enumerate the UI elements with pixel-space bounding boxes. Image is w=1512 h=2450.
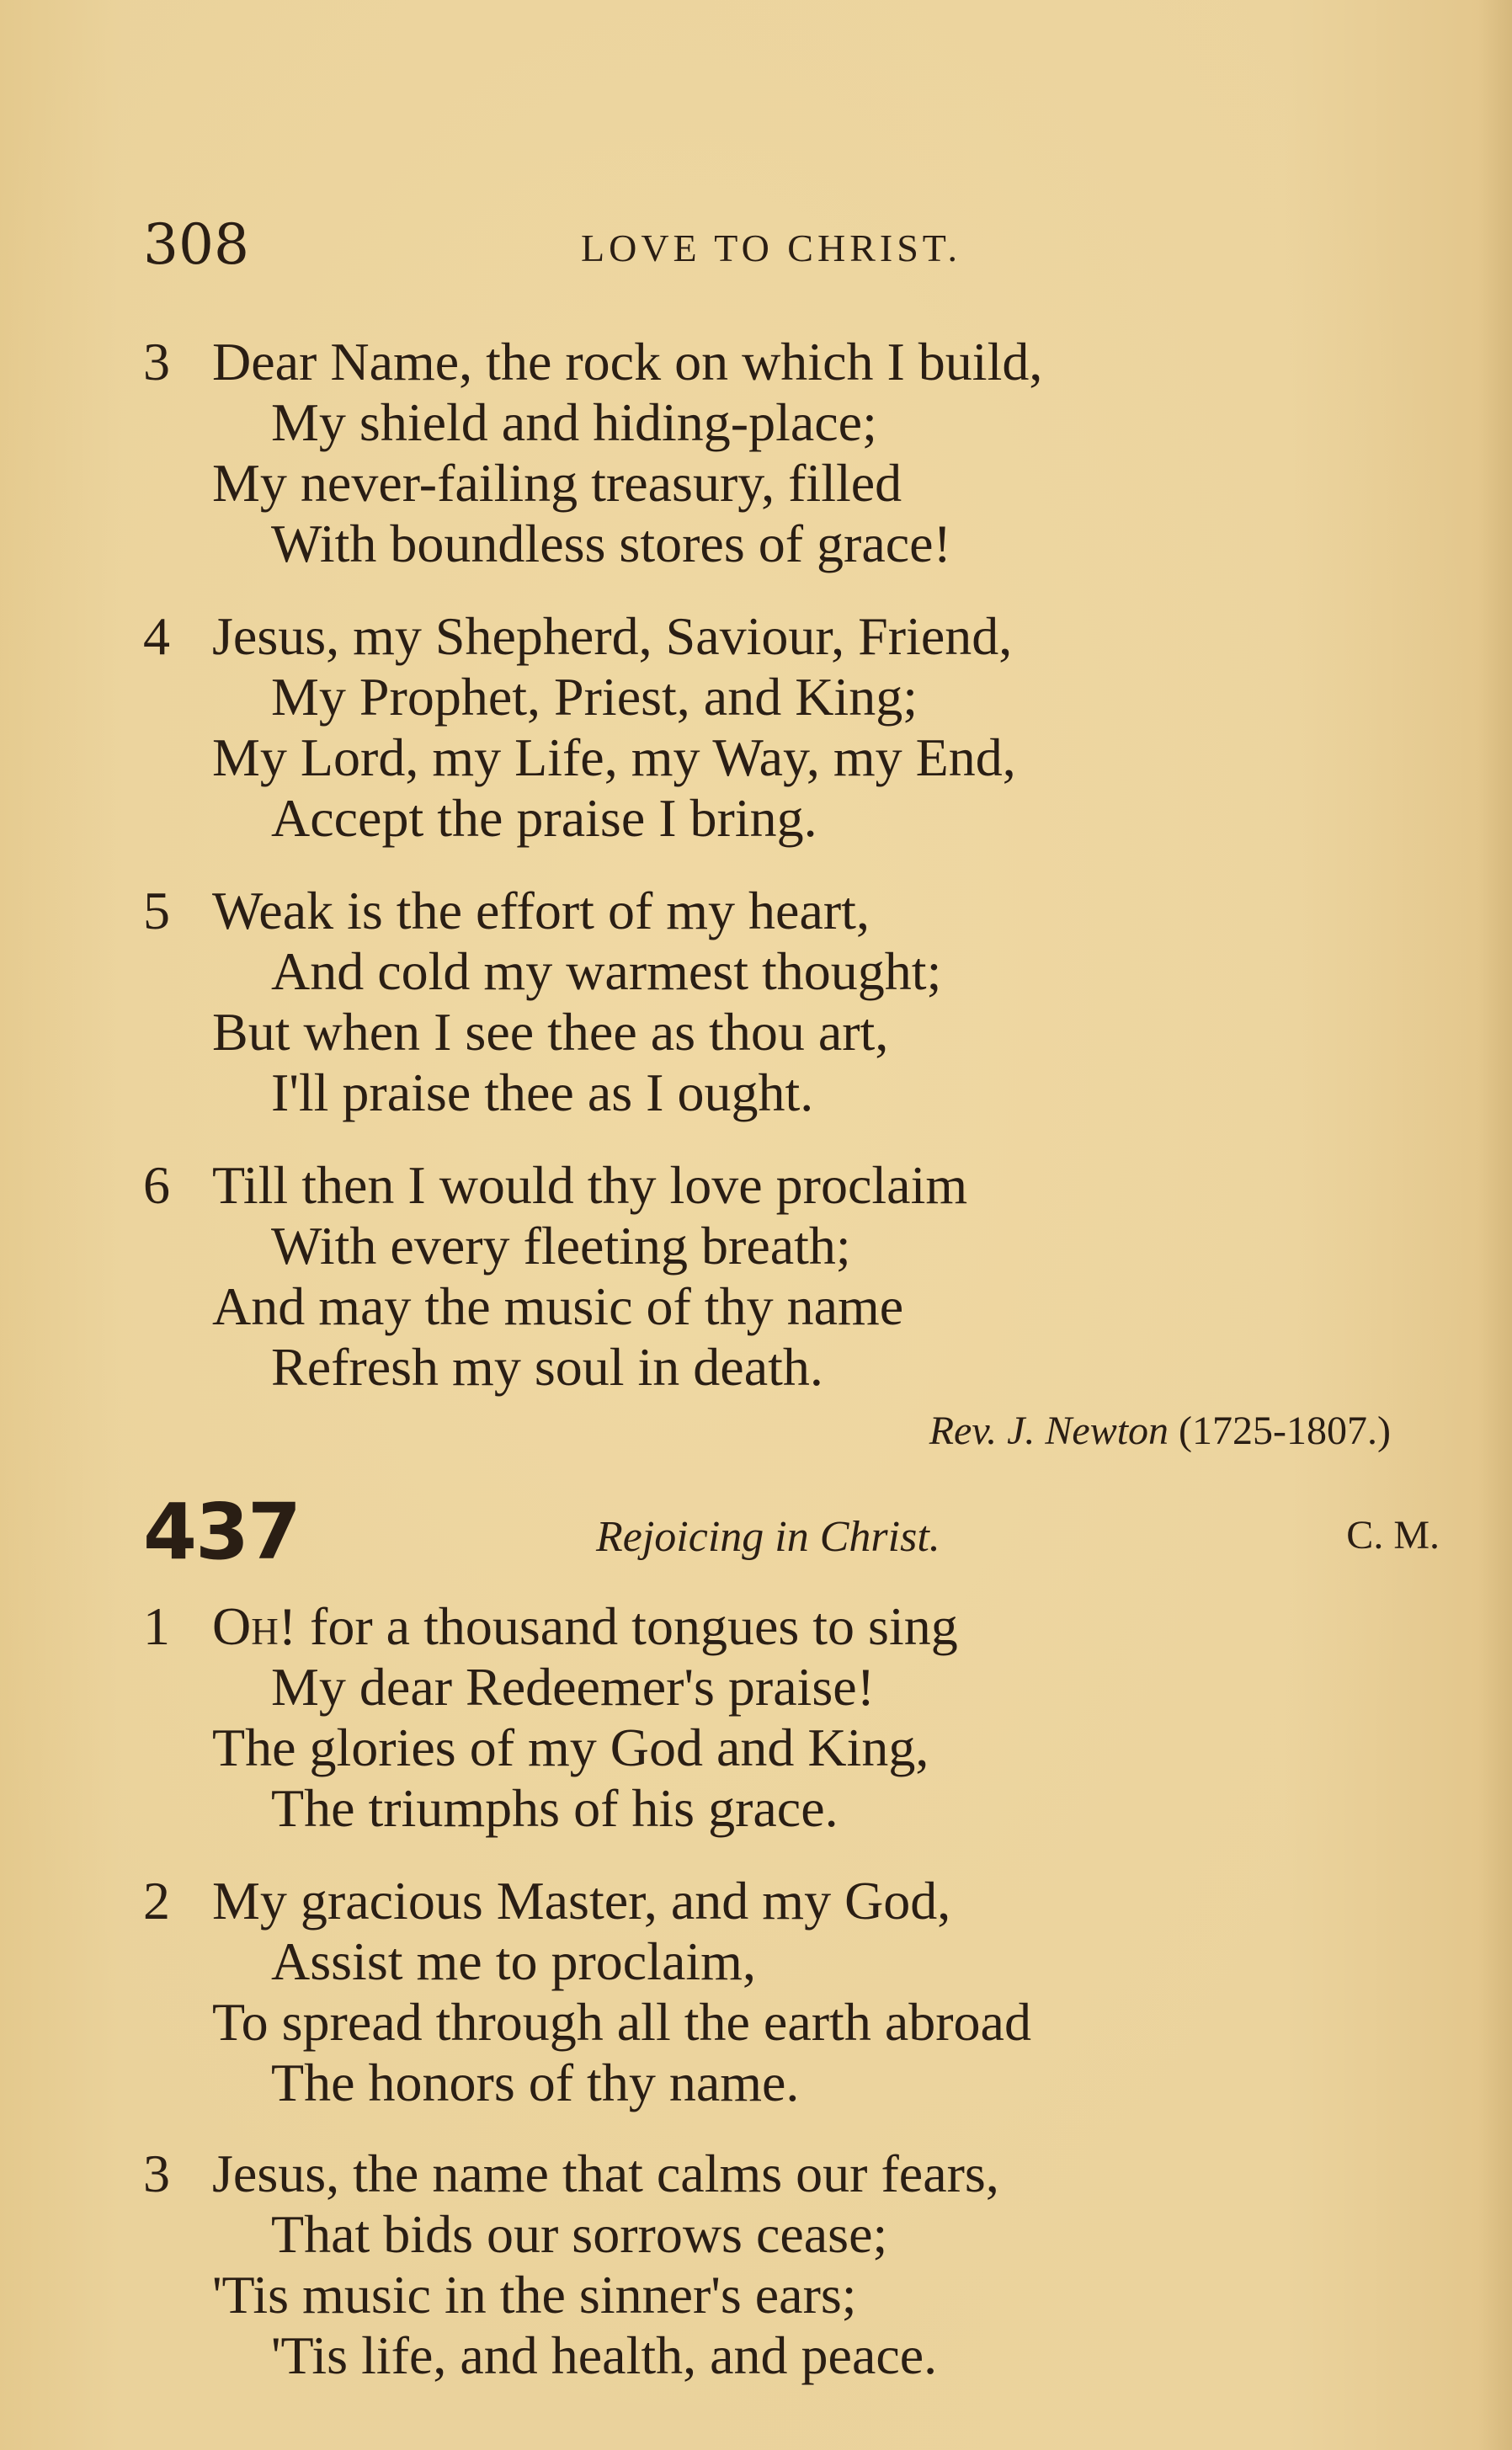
stanza-line: I'll praise thee as I ought. [271, 1063, 814, 1122]
stanza-line: With boundless stores of grace! [271, 514, 951, 573]
first-line-rest: ! for a thousand tongues to sing [278, 1596, 958, 1656]
stanza-6-prev [143, 1155, 1423, 1398]
stanza-line: My gracious Master, and my God, [212, 1871, 951, 1931]
attribution [929, 1408, 1391, 1454]
hymn-meter: C. M. [1346, 1513, 1440, 1558]
stanza-line: And may the music of thy name [212, 1276, 904, 1336]
stanza-line: With every fleeting breath; [271, 1216, 851, 1276]
stanza-line: Dear Name, the rock on which I build, [212, 332, 1043, 391]
stanza-line: To spread through all the earth abroad [212, 1992, 1031, 2052]
stanza-number: 6 [143, 1155, 170, 1215]
stanza-4-prev [143, 606, 1423, 849]
stanza-line: Jesus, my Shepherd, Saviour, Friend, [212, 606, 1013, 666]
attribution-author: Rev. J. Newton [929, 1409, 1169, 1453]
stanza-line-first [143, 1596, 1423, 1657]
stanza-number: 3 [143, 332, 170, 391]
stanza-2 [143, 1871, 1423, 2113]
stanza-1 [143, 1596, 1423, 1839]
stanza-line: My never-failing treasury, filled [212, 453, 902, 513]
stanza-line: My Lord, my Life, my Way, my End, [212, 727, 1016, 787]
stanza-line: The triumphs of his grace. [271, 1778, 839, 1838]
page-edge-shadow [1478, 0, 1512, 2450]
section-title: LOVE TO CHRIST. [581, 226, 961, 269]
stanza-3 [143, 2144, 1423, 2386]
stanza-line: 'Tis life, and health, and peace. [271, 2325, 938, 2385]
stanza-line: My shield and hiding-place; [271, 392, 877, 452]
stanza-3-prev [143, 332, 1423, 574]
running-head [135, 212, 1398, 280]
stanza-number: 5 [143, 881, 170, 940]
stanza-line: Weak is the effort of my heart, [212, 881, 870, 940]
stanza-number: 1 [143, 1596, 170, 1656]
stanza-line: And cold my warmest thought; [271, 941, 942, 1001]
hymn-title: Rejoicing in Christ. [596, 1513, 940, 1561]
stanza-5-prev [143, 881, 1423, 1123]
stanza-number: 3 [143, 2144, 170, 2203]
stanza-line: Jesus, the name that calms our fears, [212, 2144, 999, 2203]
stanza-line: The honors of thy name. [271, 2053, 800, 2112]
stanza-line: That bids our sorrows cease; [271, 2204, 888, 2264]
stanza-line: My dear Redeemer's praise! [271, 1657, 875, 1717]
stanza-line: But when I see thee as thou art, [212, 1002, 889, 1062]
stanza-line: The glories of my God and King, [212, 1718, 929, 1777]
hymn-number: 437 [143, 1487, 301, 1577]
stanza-line: 'Tis music in the sinner's ears; [212, 2265, 857, 2325]
attribution-dates: (1725-1807.) [1179, 1409, 1391, 1453]
stanza-line: Accept the praise I bring. [271, 788, 817, 848]
stanza-number: 2 [143, 1871, 170, 1931]
stanza-line: Till then I would thy love proclaim [212, 1155, 968, 1215]
first-word: Oh [212, 1596, 279, 1656]
page-number: 308 [143, 212, 249, 277]
stanza-line: Assist me to proclaim, [271, 1931, 756, 1991]
stanza-line: Refresh my soul in death. [271, 1337, 823, 1397]
hymn-header [143, 1487, 1440, 1579]
stanza-number: 4 [143, 606, 170, 666]
stanza-line: My Prophet, Priest, and King; [271, 667, 918, 727]
